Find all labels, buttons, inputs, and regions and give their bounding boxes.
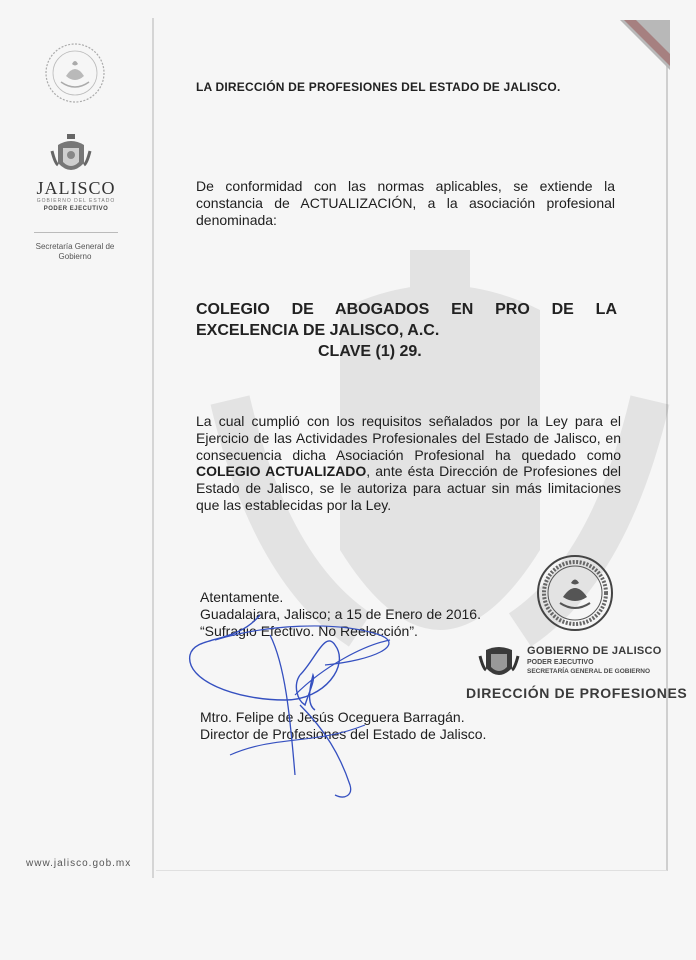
status-emphasis: COLEGIO ACTUALIZADO	[196, 463, 367, 480]
body-text-2: , ante ésta Dirección de Profesiones del Estado de Jalisco, se le autoriza para actuar sin más limitaciones que las establecidas por la Ley.	[196, 463, 621, 513]
place-date: Guadalajara, Jalisco; a 15 de Enero de 2016.	[200, 606, 481, 622]
stamp-government: GOBIERNO DE JALISCO	[527, 645, 662, 657]
website-link[interactable]: www.jalisco.gob.mx	[26, 858, 132, 869]
official-stamp-seal-icon	[535, 553, 615, 633]
letter-heading: LA DIRECCIÓN DE PROFESIONES DEL ESTADO DE JALISCO.	[196, 80, 561, 94]
association-name-line-1: COLEGIO DE ABOGADOS EN PRO DE LA	[196, 301, 617, 318]
state-government-label: GOBIERNO DEL ESTADO	[36, 198, 116, 204]
association-name-line-2: EXCELENCIA DE JALISCO, A.C.	[196, 322, 440, 339]
body-paragraph	[196, 413, 621, 514]
association-key: CLAVE (1) 29.	[318, 343, 422, 360]
stamp-directorate: DIRECCIÓN DE PROFESIONES	[466, 685, 688, 701]
motto: “Sufragio Efectivo. No Reelección”.	[200, 623, 418, 639]
page-corner-fold	[620, 20, 670, 70]
stamp-secretariat: SECRETARÍA GENERAL DE GOBIERNO	[527, 668, 651, 675]
signer-title: Director de Profesiones del Estado de Jalisco.	[200, 726, 487, 742]
department-label: Secretaría General de Gobierno	[35, 242, 115, 261]
body-text-1: La cual cumplió con los requisitos señalados por la Ley para el Ejercicio de las Actividades Profesionales del Estado de Jalisco, en consecuencia dicha Asociación Profesional ha quedado como	[196, 413, 621, 463]
jalisco-coat-of-arms-icon	[50, 133, 92, 179]
intro-paragraph: De conformidad con las normas aplicables, se extiende la constancia de ACTUALIZACIÓN, a la asociación profesional denominada:	[196, 178, 615, 228]
signer-name: Mtro. Felipe de Jesús Oceguera Barragán.	[200, 709, 465, 725]
stamp-executive: PODER EJECUTIVO	[527, 659, 594, 666]
closing: Atentamente.	[200, 589, 284, 605]
handwritten-signature	[175, 605, 435, 805]
executive-branch-label: PODER EJECUTIVO	[43, 206, 109, 212]
state-name-wordmark: JALISCO	[36, 178, 116, 198]
sidebar-divider	[152, 18, 154, 878]
national-seal-icon	[44, 42, 106, 104]
sidebar-rule	[34, 232, 118, 233]
stamp-coat-of-arms-icon	[478, 642, 520, 684]
